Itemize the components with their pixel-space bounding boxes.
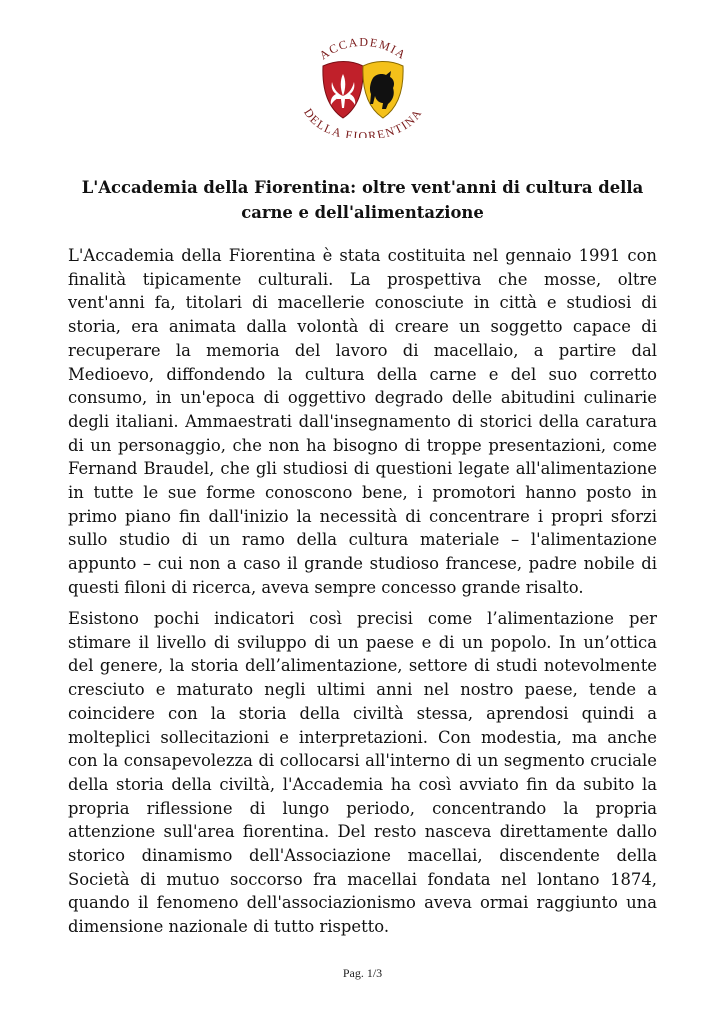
logo-emblem: [296, 38, 430, 138]
paragraph-1: L'Accademia della Fiorentina è stata costituita nel gennaio 1991 con finalità tipicamente culturali. La prospettiva che mosse, oltre vent'anni fa, titolari di macellerie conosciute in città e studiosi di storia, era animata dalla volontà di creare un soggetto capace di recuperare la memoria del lavoro di macellaio, a partire dal Medioevo, diffondendo la cultura della carne e del suo corretto consumo, in un'epoca di oggettivo degrado delle abitudini culinarie degli italiani. Ammaestrati dall'insegnamento di storici della caratura di un personaggio, che non ha bisogno di troppe presentazioni, come Fernand Braudel, che gli studiosi di questioni legate all'alimentazione in tutte le sue forme conoscono bene, i promotori hanno posto in primo piano fin dall'inizio la necessità di concentrare i propri sforzi sullo studio di un ramo della cultura materiale – l'alimentazione appunto – cui non a caso il grande studioso francese, padre nobile di questi filoni di ricerca, aveva sempre concesso grande risalto.: [68, 246, 657, 597]
bull-shield: [363, 62, 403, 119]
document-title: L'Accademia della Fiorentina: oltre vent'anni di cultura della carne e dell'alimentazione: [81, 178, 644, 222]
logo-text-bottom: DELLA FIORENTINA: [301, 105, 425, 138]
page-number: Pag. 1/3: [342, 966, 383, 980]
paragraph-2: Esistono pochi indicatori così precisi come l’alimentazione per stimare il livello di sviluppo di un paese e di un popolo. In un’ottica del genere, la storia dell’alimentazione, settore di studi notevolmente cresciuto e maturato negli ultimi anni nel nostro paese, tende a coincidere con la storia della civiltà stessa, aprendosi quindi a molteplici sollecitazioni e interpretazioni. Con modestia, ma anche con la consapevolezza di collocarsi all'interno di un segmento cruciale della storia della civiltà, l'Accademia ha così avviato fin da subito la propria riflessione di lungo periodo, concentrando la propria attenzione sull'area fiorentina. Del resto nasceva direttamente dallo storico dinamismo dell'Associazione macellai, discendente della Società di mutuo soccorso fra macellai fondata nel lontano 1874, quando il fenomeno dell'associazionismo aveva ormai raggiunto una dimensione nazionale di tutto rispetto.: [68, 609, 657, 937]
accademia-logo: [296, 38, 430, 138]
logo-text-top: ACCADEMIA: [316, 38, 410, 63]
florence-lily-shield: [323, 62, 363, 119]
